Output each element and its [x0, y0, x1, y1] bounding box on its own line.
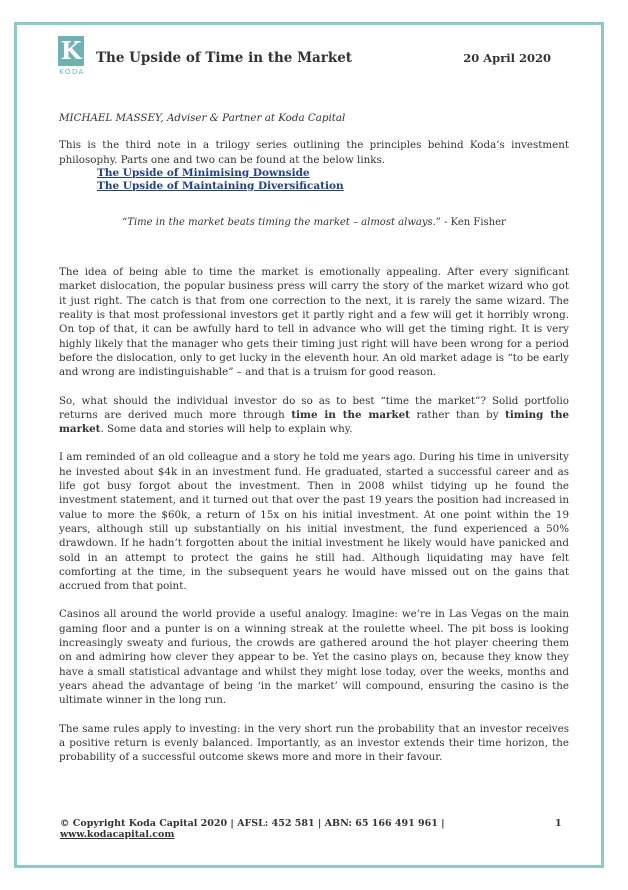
p2-text-e: . Some data and stories will help to explain why. [100, 423, 353, 436]
body-paragraph-5: The same rules apply to investing: in the very short run the probability that an investor receives a positive return is evenly balanced. Importantly, as an investor extends their time horizon, the probability of a successful outcome skews more and more in their favour. [59, 722, 569, 764]
page-title: The Upside of Time in the Market [96, 50, 353, 66]
quote-text: “Time in the market beats timing the market – almost always.” [122, 216, 441, 228]
body-paragraph-1: The idea of being able to time the market is emotionally appealing. After every significant market dislocation, the popular business press will carry the story of the market wizard who got it just right. The catch is that from one correction to the next, it is rarely the same wizard. The reality is that most professional investors get it partly right and a few will get it horribly wrong. On top of that, it can be awfully hard to tell in advance who will get the timing right. It is very highly likely that the manager who gets their timing just right will have been wrong for a period before the dislocation, only to get lucky in the eleventh hour. An old market adage is “to be early and wrong are indistinguishable” – and that is a truism for good reason. [59, 266, 569, 379]
link-maintaining-diversification[interactable]: The Upside of Maintaining Diversification [97, 179, 344, 192]
body-paragraph-2 [59, 394, 569, 437]
footer-copyright: © Copyright Koda Capital 2020 | AFSL: 452 581 | ABN: 65 166 491 961 | [60, 818, 445, 829]
koda-logo-word: KODA [59, 68, 85, 76]
koda-logo-mark: K [58, 36, 84, 66]
related-links [97, 167, 569, 193]
p2-text-a: So, what should the individual investor do so as to best “time the market”? Solid portfolio returns are derived much more through [59, 394, 569, 421]
intro-paragraph: This is the third note in a trilogy series outlining the principles behind Koda’s investment philosophy. Parts one and two can be found at the below links. [59, 139, 569, 166]
p2-text-c: rather than by [409, 408, 506, 421]
pull-quote [59, 216, 569, 230]
body-paragraph-4: Casinos all around the world provide a useful analogy. Imagine: we’re in Las Vegas on the main gaming floor and a punter is on a winning streak at the roulette wheel. The pit boss is looking increasingly sweaty and furious, the crowds are gathered around the hot player cheering them on and admiring how clever they appear to be. Yet the casino plays on, because they know they have a small statistical advantage and whilst they might lose today, over the weeks, months and years ahead the advantage of being ‘in the market’ will compound, ensuring the casino is the ultimate winner in the long run. [59, 608, 569, 707]
koda-logo [58, 36, 86, 80]
quote-attribution: - Ken Fisher [440, 216, 506, 228]
author-line: MICHAEL MASSEY, Adviser & Partner at Koda Capital [59, 112, 346, 124]
link-minimising-downside[interactable]: The Upside of Minimising Downside [97, 166, 310, 179]
p2-emphasis-time-in-market: time in the market [291, 408, 410, 421]
page-number: 1 [555, 818, 562, 829]
p2-emphasis-timing-market: timing the market [59, 408, 570, 436]
footer [60, 818, 560, 840]
document-date: 20 April 2020 [463, 51, 551, 65]
footer-website-link[interactable]: www.kodacapital.com [60, 829, 175, 840]
body-paragraph-3: I am reminded of an old colleague and a story he told me years ago. During his time in university he invested about $4k in an investment fund. He graduated, started a successful career and as life got busy forgot about the investment. Then in 2008 whilst tidying up he found the investment statement, and it turned out that over the past 19 years the position had increased in value to more the $60k, a return of 15x on his initial investment. At one point within the 19 years, although still up substantially on his initial investment, the fund experienced a 50% drawdown. If he hadn’t forgotten about the initial investment he likely would have panicked and sold in an attempt to protect the gains he still had. Although liquidating may have felt comforting at the time, in the subsequent years he would have missed out on the gains that accrued from that point. [59, 451, 569, 593]
document-body [59, 111, 569, 778]
